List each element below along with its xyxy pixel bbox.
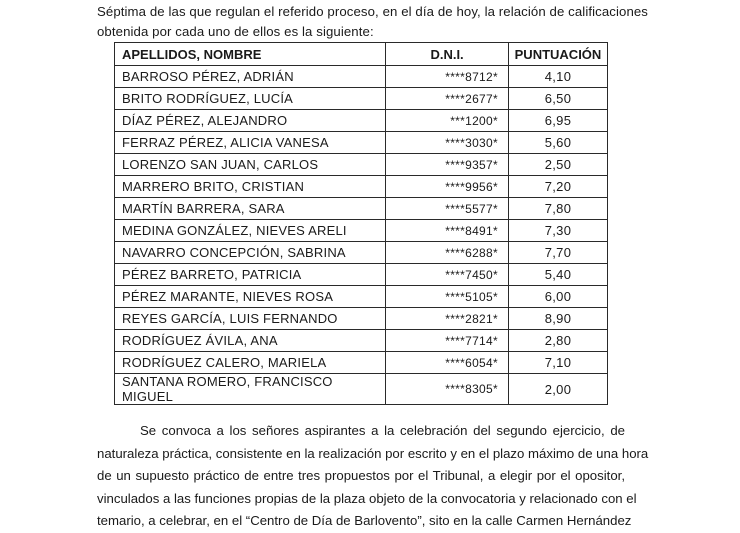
- cell-score: 2,80: [508, 330, 607, 352]
- cell-dni: ****5577*: [386, 198, 509, 220]
- cell-score: 7,30: [508, 220, 607, 242]
- cell-name: PÉREZ BARRETO, PATRICIA: [115, 264, 386, 286]
- table-row: [115, 286, 608, 308]
- cell-name: SANTANA ROMERO, FRANCISCO MIGUEL: [115, 374, 386, 405]
- cell-name: FERRAZ PÉREZ, ALICIA VANESA: [115, 132, 386, 154]
- paragraph-line: vinculados a las funciones propias de la plaza objeto de la convocatoria y relacionado con el: [97, 490, 637, 506]
- table-body: [115, 66, 608, 405]
- cell-dni: ****6288*: [386, 242, 509, 264]
- cell-score: 7,80: [508, 198, 607, 220]
- table-row: [115, 264, 608, 286]
- cell-name: MARRERO BRITO, CRISTIAN: [115, 176, 386, 198]
- cell-name: BRITO RODRÍGUEZ, LUCÍA: [115, 88, 386, 110]
- paragraph-line: naturaleza práctica, consistente en la realización por escrito y en el plazo máximo de una hora: [97, 445, 649, 461]
- cell-name: PÉREZ MARANTE, NIEVES ROSA: [115, 286, 386, 308]
- cell-dni: ****8305*: [386, 374, 509, 405]
- grades-table: [114, 42, 608, 405]
- cell-name: MEDINA GONZÁLEZ, NIEVES ARELI: [115, 220, 386, 242]
- convocation-paragraph: [97, 420, 649, 533]
- cell-score: 7,70: [508, 242, 607, 264]
- cell-dni: ****9956*: [386, 176, 509, 198]
- cell-dni: ****7714*: [386, 330, 509, 352]
- cell-score: 6,00: [508, 286, 607, 308]
- intro-line: Séptima de las que regulan el referido proceso, en el día de hoy, la relación de calificaciones: [97, 4, 649, 19]
- cell-name: BARROSO PÉREZ, ADRIÁN: [115, 66, 386, 88]
- cell-dni: ****3030*: [386, 132, 509, 154]
- intro-line: obtenida por cada uno de ellos es la siguiente:: [97, 24, 374, 39]
- intro-paragraph: [97, 2, 649, 42]
- cell-dni: ****9357*: [386, 154, 509, 176]
- cell-name: DÍAZ PÉREZ, ALEJANDRO: [115, 110, 386, 132]
- cell-score: 6,50: [508, 88, 607, 110]
- cell-dni: ****5105*: [386, 286, 509, 308]
- cell-dni: ****8712*: [386, 66, 509, 88]
- cell-score: 2,00: [508, 374, 607, 405]
- cell-score: 8,90: [508, 308, 607, 330]
- header-dni: D.N.I.: [386, 43, 509, 66]
- table-row: [115, 110, 608, 132]
- cell-score: 7,20: [508, 176, 607, 198]
- cell-name: RODRÍGUEZ ÁVILA, ANA: [115, 330, 386, 352]
- cell-score: 5,60: [508, 132, 607, 154]
- table-row: [115, 88, 608, 110]
- table-row: [115, 132, 608, 154]
- table-header-row: [115, 43, 608, 66]
- paragraph-line: de un supuesto práctico de entre tres propuestos por el Tribunal, a elegir por el opositor,: [97, 468, 625, 483]
- table-row: [115, 352, 608, 374]
- cell-dni: ****7450*: [386, 264, 509, 286]
- cell-name: RODRÍGUEZ CALERO, MARIELA: [115, 352, 386, 374]
- paragraph-line: temario, a celebrar, en el “Centro de Día de Barlovento”, sito en la calle Carmen Hernández: [97, 513, 632, 528]
- table-row: [115, 330, 608, 352]
- table-row: [115, 198, 608, 220]
- cell-dni: ****2677*: [386, 88, 509, 110]
- cell-dni: ***1200*: [386, 110, 509, 132]
- cell-score: 4,10: [508, 66, 607, 88]
- table-row: [115, 154, 608, 176]
- table-row: [115, 220, 608, 242]
- header-score: PUNTUACIÓN: [508, 43, 607, 66]
- cell-name: MARTÍN BARRERA, SARA: [115, 198, 386, 220]
- cell-score: 5,40: [508, 264, 607, 286]
- cell-name: NAVARRO CONCEPCIÓN, SABRINA: [115, 242, 386, 264]
- header-name: APELLIDOS, NOMBRE: [115, 43, 386, 66]
- table-row: [115, 374, 608, 405]
- paragraph-line: Se convoca a los señores aspirantes a la celebración del segundo ejercicio, de: [140, 423, 625, 438]
- cell-name: REYES GARCÍA, LUIS FERNANDO: [115, 308, 386, 330]
- cell-name: LORENZO SAN JUAN, CARLOS: [115, 154, 386, 176]
- cell-score: 2,50: [508, 154, 607, 176]
- table-row: [115, 66, 608, 88]
- cell-dni: ****8491*: [386, 220, 509, 242]
- cell-score: 6,95: [508, 110, 607, 132]
- cell-dni: ****2821*: [386, 308, 509, 330]
- cell-score: 7,10: [508, 352, 607, 374]
- table-row: [115, 242, 608, 264]
- table-row: [115, 176, 608, 198]
- table-row: [115, 308, 608, 330]
- cell-dni: ****6054*: [386, 352, 509, 374]
